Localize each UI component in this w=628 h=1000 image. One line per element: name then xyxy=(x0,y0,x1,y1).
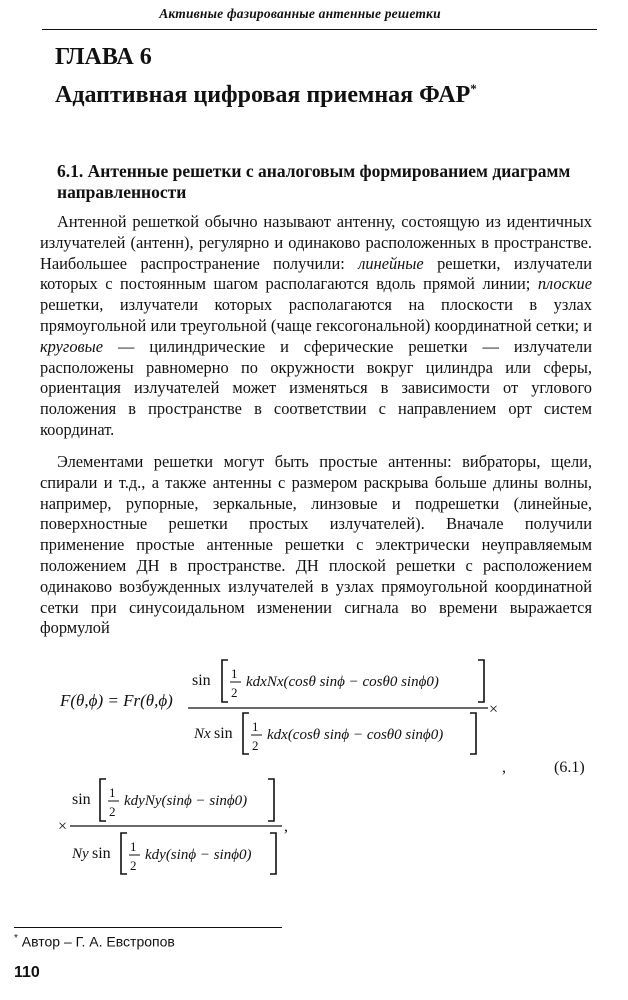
num2-half-one: 1 xyxy=(109,785,116,800)
num2-left-bracket xyxy=(100,779,106,821)
den2-right-bracket xyxy=(270,833,276,874)
chapter-heading xyxy=(55,42,477,111)
equation-number: (6.1) xyxy=(554,759,585,776)
chapter-label: ГЛАВА 6 xyxy=(55,44,152,70)
footnote-mark: * xyxy=(14,933,18,944)
num1-half-one: 1 xyxy=(231,666,238,681)
den1-left-bracket xyxy=(243,713,249,754)
den2-factor: Ny xyxy=(72,846,89,862)
chapter-title-text: Адаптивная цифровая приемная ФАР xyxy=(55,82,471,108)
paragraph-1 xyxy=(40,212,592,441)
p1-em-planar: плоские xyxy=(537,274,592,294)
footnote xyxy=(14,933,175,950)
paragraph-2: Элементами решетки могут быть простые антенны: вибраторы, щели, спирали и т.д., а также антенны с размером раскрыва больше длины волны, например, рупорные, зеркальные, линзовые и подрешетки (линейные, поверхностные решетки простых излучателей). Вначале получили применение простые антенные решетки с электрически неуправляемым положением ДН в пространстве. ДН плоской решетки с расположением одинаково возбужденных излучателей в узлах прямоугольной координатной сетки при синусоидальном изменении сигнала во времени выражается формулой xyxy=(40,452,592,638)
formula-times-2: × xyxy=(58,818,68,835)
p1-text-4: — цилиндрические и сферические решетки — излучатели расположены равномерно по окружности вокруг цилиндра или сферы, ориентация излучателей может изменяться в зависимости от углового положения в пространстве в соответствии с направлением орт систем координат. xyxy=(40,336,592,439)
formula-times-1: × xyxy=(489,701,499,718)
section-title: 6.1. Антенные решетки с аналоговым формированием диаграмм направленности xyxy=(57,161,571,202)
den1-half-two: 2 xyxy=(252,738,259,753)
den2-args: kdy(sinϕ − sinϕ0) xyxy=(145,847,252,863)
num2-args: kdyNy(sinϕ − sinϕ0) xyxy=(124,793,248,809)
chapter-title xyxy=(55,73,477,111)
den2-sin: sin xyxy=(92,845,111,862)
header-rule xyxy=(42,29,597,30)
p1-em-linear: линейные xyxy=(358,253,424,273)
num1-right-bracket xyxy=(478,660,484,702)
den2-left-bracket xyxy=(121,833,127,874)
num2-sin: sin xyxy=(72,791,91,808)
p1-em-circular: круговые xyxy=(40,336,104,356)
den1-half-one: 1 xyxy=(252,719,259,734)
num2-right-bracket xyxy=(268,779,274,821)
footnote-rule xyxy=(14,927,282,928)
running-head: Активные фазированные антенные решетки xyxy=(159,6,441,21)
p1-text-2: решетки, излучатели которых с постоянным шагом располагаются вдоль прямой линии; xyxy=(40,253,592,294)
formula-final-comma: , xyxy=(284,818,288,835)
num1-half-two: 2 xyxy=(231,685,238,700)
den1-sin: sin xyxy=(214,725,233,742)
num1-sin: sin xyxy=(192,672,211,689)
p1-text-3: решетки, излучатели которых располагаются на плоскости в узлах прямоугольной или треугольной (чаще гексогональной) координатной сетки; и xyxy=(40,295,592,335)
formula-svg xyxy=(0,650,628,890)
chapter-footnote-mark: * xyxy=(470,81,477,96)
num1-left-bracket xyxy=(222,660,228,702)
num2-half-two: 2 xyxy=(109,804,116,819)
den2-half-one: 1 xyxy=(130,839,137,854)
footnote-text: Автор – Г. А. Евстропов xyxy=(21,933,175,950)
den1-right-bracket xyxy=(470,713,476,754)
den2-half-two: 2 xyxy=(130,858,137,873)
p1-text-1: Антенной решеткой обычно называют антенну, состоящую из идентичных излучателей (антенн), регулярно и одинаково расположенных в пространстве. Наибольшее распространение получили: xyxy=(40,212,592,273)
den1-factor: Nx xyxy=(194,726,211,742)
den1-args: kdx(cosθ sinϕ − cosθ0 sinϕ0) xyxy=(267,727,444,743)
formula-6-1 xyxy=(0,650,628,890)
formula-comma-right: , xyxy=(502,759,506,776)
formula-lhs: F(θ,ϕ) = Fr(θ,ϕ) xyxy=(60,691,173,710)
page-number: 110 xyxy=(14,964,40,981)
num1-args: kdxNx(cosθ sinϕ − cosθ0 sinϕ0) xyxy=(246,674,439,690)
